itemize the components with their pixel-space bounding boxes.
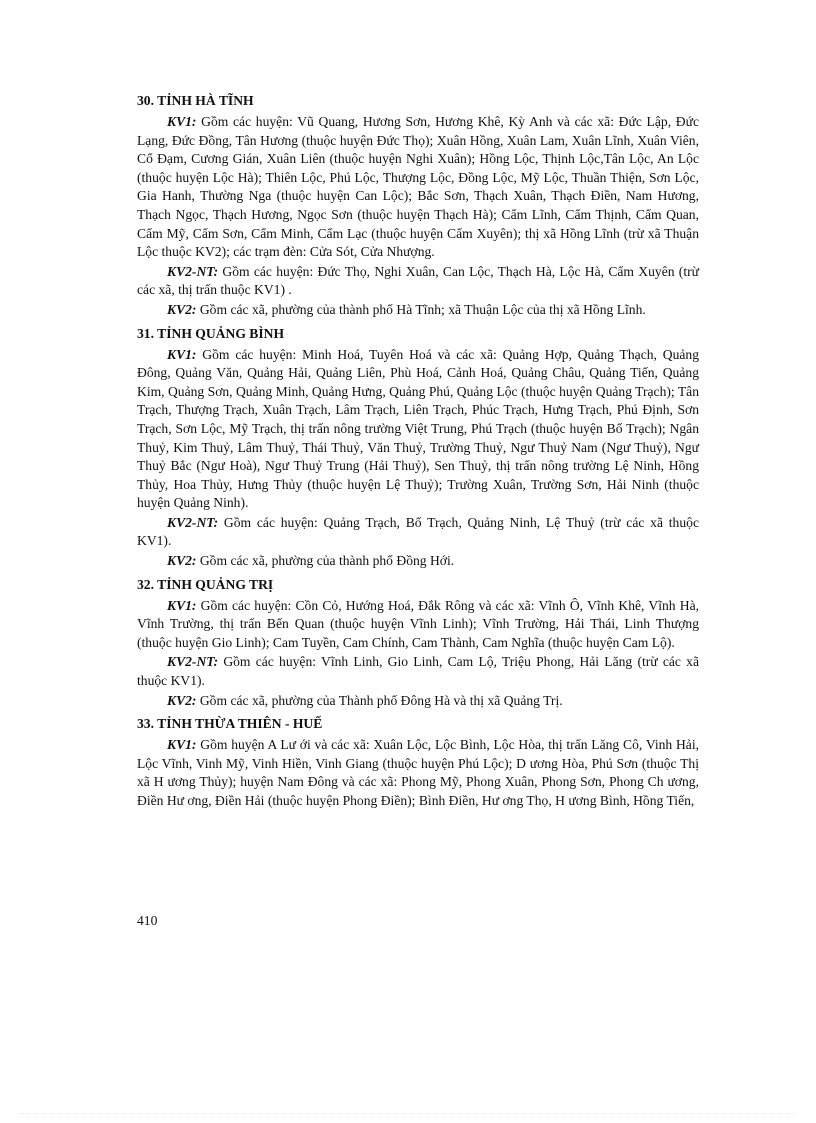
area-label: KV1: xyxy=(167,737,197,753)
paragraph-text: Gồm các huyện: Quảng Trạch, Bố Trạch, Quảng Ninh, Lệ Thuỷ (trừ các xã thuộc KV1). xyxy=(137,514,699,549)
paragraph-text: Gồm các huyện: Cồn Cỏ, Hướng Hoá, Đắk Rông và các xã: Vĩnh Ô, Vĩnh Khê, Vĩnh Hà, Vĩnh Trường, thị trấn Bến Quan (thuộc huyện Vĩnh Linh); Vĩnh Trường, Hải Thái, Linh Thượng (thuộc huyện Gio Linh); Cam Tuyền, Cam Chính, Cam Thành, Cam Nghĩa (thuộc huyện Cam Lộ). xyxy=(137,597,699,650)
paragraph-kv2 xyxy=(137,552,699,571)
paragraph-kv2-nt xyxy=(137,263,699,300)
paragraph-text: Gồm các huyện: Minh Hoá, Tuyên Hoá và các xã: Quảng Hợp, Quảng Thạch, Quảng Đông, Quảng Văn, Quảng Hải, Quảng Liên, Phù Hoá, Cảnh Hoá, Quảng Châu, Quảng Tiến, Quảng Kim, Quảng Sơn, Quảng Minh, Quảng Hưng, Quảng Phú, Quảng Lộc (thuộc huyện Quảng Trạch); Tân Trạch, Thượng Trạch, Xuân Trạch, Lâm Trạch, Liên Trạch, Phúc Trạch, Hưng Trạch, Phú Định, Sơn Trạch, Sơn Lộc, Mỹ Trạch, thị trấn nông trường Việt Trung, Phú Trạch (thuộc huyện Bố Trạch); Ngân Thuỷ, Kim Thuỷ, Lâm Thuỷ, Thái Thuỷ, Văn Thuỷ, Trường Thuỷ, Ngư Thuỷ Nam (Ngư Thuỷ), Ngư Thuỷ Bắc (Ngư Hoà), Ngư Thuỷ Trung (Hải Thuỷ), Sen Thuỷ, thị trấn nông trường Lệ Ninh, Hồng Thủy, Hoa Thủy, Hưng Thủy (thuộc huyện Lệ Thuỷ); Trường Xuân, Trường Sơn, Hải Ninh (thuộc huyện Quảng Ninh). xyxy=(137,346,699,511)
section-title: 31. TỈNH QUẢNG BÌNH xyxy=(137,325,285,341)
paragraph-text: Gồm các huyện: Vĩnh Linh, Gio Linh, Cam Lộ, Triệu Phong, Hải Lăng (trừ các xã thuộc KV1). xyxy=(137,654,699,689)
paragraph-kv1 xyxy=(137,736,699,810)
section-title: 33. TỈNH THỪA THIÊN - HUẾ xyxy=(137,716,323,732)
paragraph-text: Gồm các xã, phường của thành phố Đồng Hới. xyxy=(196,553,455,569)
paragraph-kv1 xyxy=(137,597,699,653)
area-label: KV1: xyxy=(167,597,197,613)
footer-divider xyxy=(20,1113,796,1114)
paragraph-kv2 xyxy=(137,301,699,320)
area-label: KV2-NT: xyxy=(167,654,219,670)
section-quang-tri xyxy=(137,576,699,711)
area-label: KV2: xyxy=(167,301,197,317)
area-label: KV1: xyxy=(167,114,197,129)
paragraph-kv2 xyxy=(137,692,699,711)
area-label: KV1: xyxy=(167,346,197,362)
paragraph-text: Gồm các xã, phường của thành phố Hà Tĩnh; xã Thuận Lộc của thị xã Hồng Lĩnh. xyxy=(196,301,646,317)
paragraph-text: Gồm huyện A Lư ới và các xã: Xuân Lộc, Lộc Bình, Lộc Hòa, thị trấn Lăng Cô, Vinh Hải, Lộc Vĩnh, Vinh Mỹ, Vinh Hiền, Vinh Giang (thuộc huyện Phú Lộc); D ương Hòa, Phú Sơn (thuộc Thị xã H ương Thủy); huyện Nam Đông và các xã: Phong Mỹ, Phong Xuân, Phong Sơn, Phong Ch ương, Điền Hư ơng, Điền Hải (thuộc huyện Phong Điền); Bình Điền, Hư ơng Thọ, H ương Bình, Hồng Tiến, xyxy=(137,737,699,808)
section-ha-tinh xyxy=(137,92,699,320)
area-label: KV2-NT: xyxy=(167,514,219,530)
paragraph-kv2-nt xyxy=(137,514,699,551)
section-title: 32. TỈNH QUẢNG TRỊ xyxy=(137,576,274,592)
section-quang-binh xyxy=(137,325,699,571)
document-body xyxy=(137,92,699,816)
paragraph-text: Gồm các huyện: Đức Thọ, Nghi Xuân, Can Lộc, Thạch Hà, Lộc Hà, Cẩm Xuyên (trừ các xã, thị trấn thuộc KV1) . xyxy=(137,263,699,298)
paragraph-kv2-nt xyxy=(137,653,699,690)
paragraph-kv1 xyxy=(137,346,699,513)
paragraph-text: Gồm các xã, phường của Thành phố Đông Hà và thị xã Quảng Trị. xyxy=(196,692,563,708)
area-label: KV2: xyxy=(167,692,197,708)
section-thua-thien-hue xyxy=(137,715,699,810)
page-number: 410 xyxy=(137,913,158,928)
paragraph-text: Gồm các huyện: Vũ Quang, Hương Sơn, Hương Khê, Kỳ Anh và các xã: Đức Lập, Đức Lạng, Đức Đồng, Tân Hương (thuộc huyện Đức Thọ); Xuân Hồng, Xuân Lam, Xuân Lĩnh, Xuân Viên, Cổ Đạm, Cương Gián, Xuân Liên (thuộc huyện Nghi Xuân); Hồng Lộc, Thịnh Lộc,Tân Lộc, An Lộc (thuộc huyện Lộc Hà); Thiên Lộc, Phú Lộc, Thượng Lộc, Đồng Lộc, Mỹ Lộc, Thuần Thiện, Sơn Lộc, Gia Hanh, Thường Nga (thuộc huyện Can Lộc); Bắc Sơn, Thạch Xuân, Thạch Điền, Nam Hương, Thạch Ngọc, Thạch Hương, Ngọc Sơn (thuộc huyện Thạch Hà); Cẩm Lĩnh, Cẩm Thịnh, Cẩm Quan, Cẩm Mỹ, Cẩm Sơn, Cẩm Minh, Cẩm Lạc (thuộc huyện Cẩm Xuyên); thị xã Hồng Lĩnh (trừ xã Thuận Lộc thuộc KV2); các trạm đèn: Cửa Sót, Cửa Nhượng. xyxy=(137,114,699,260)
area-label: KV2-NT: xyxy=(167,263,219,279)
area-label: KV2: xyxy=(167,553,197,569)
section-title: 30. TỈNH HÀ TĨNH xyxy=(137,93,254,108)
paragraph-kv1 xyxy=(137,113,699,262)
